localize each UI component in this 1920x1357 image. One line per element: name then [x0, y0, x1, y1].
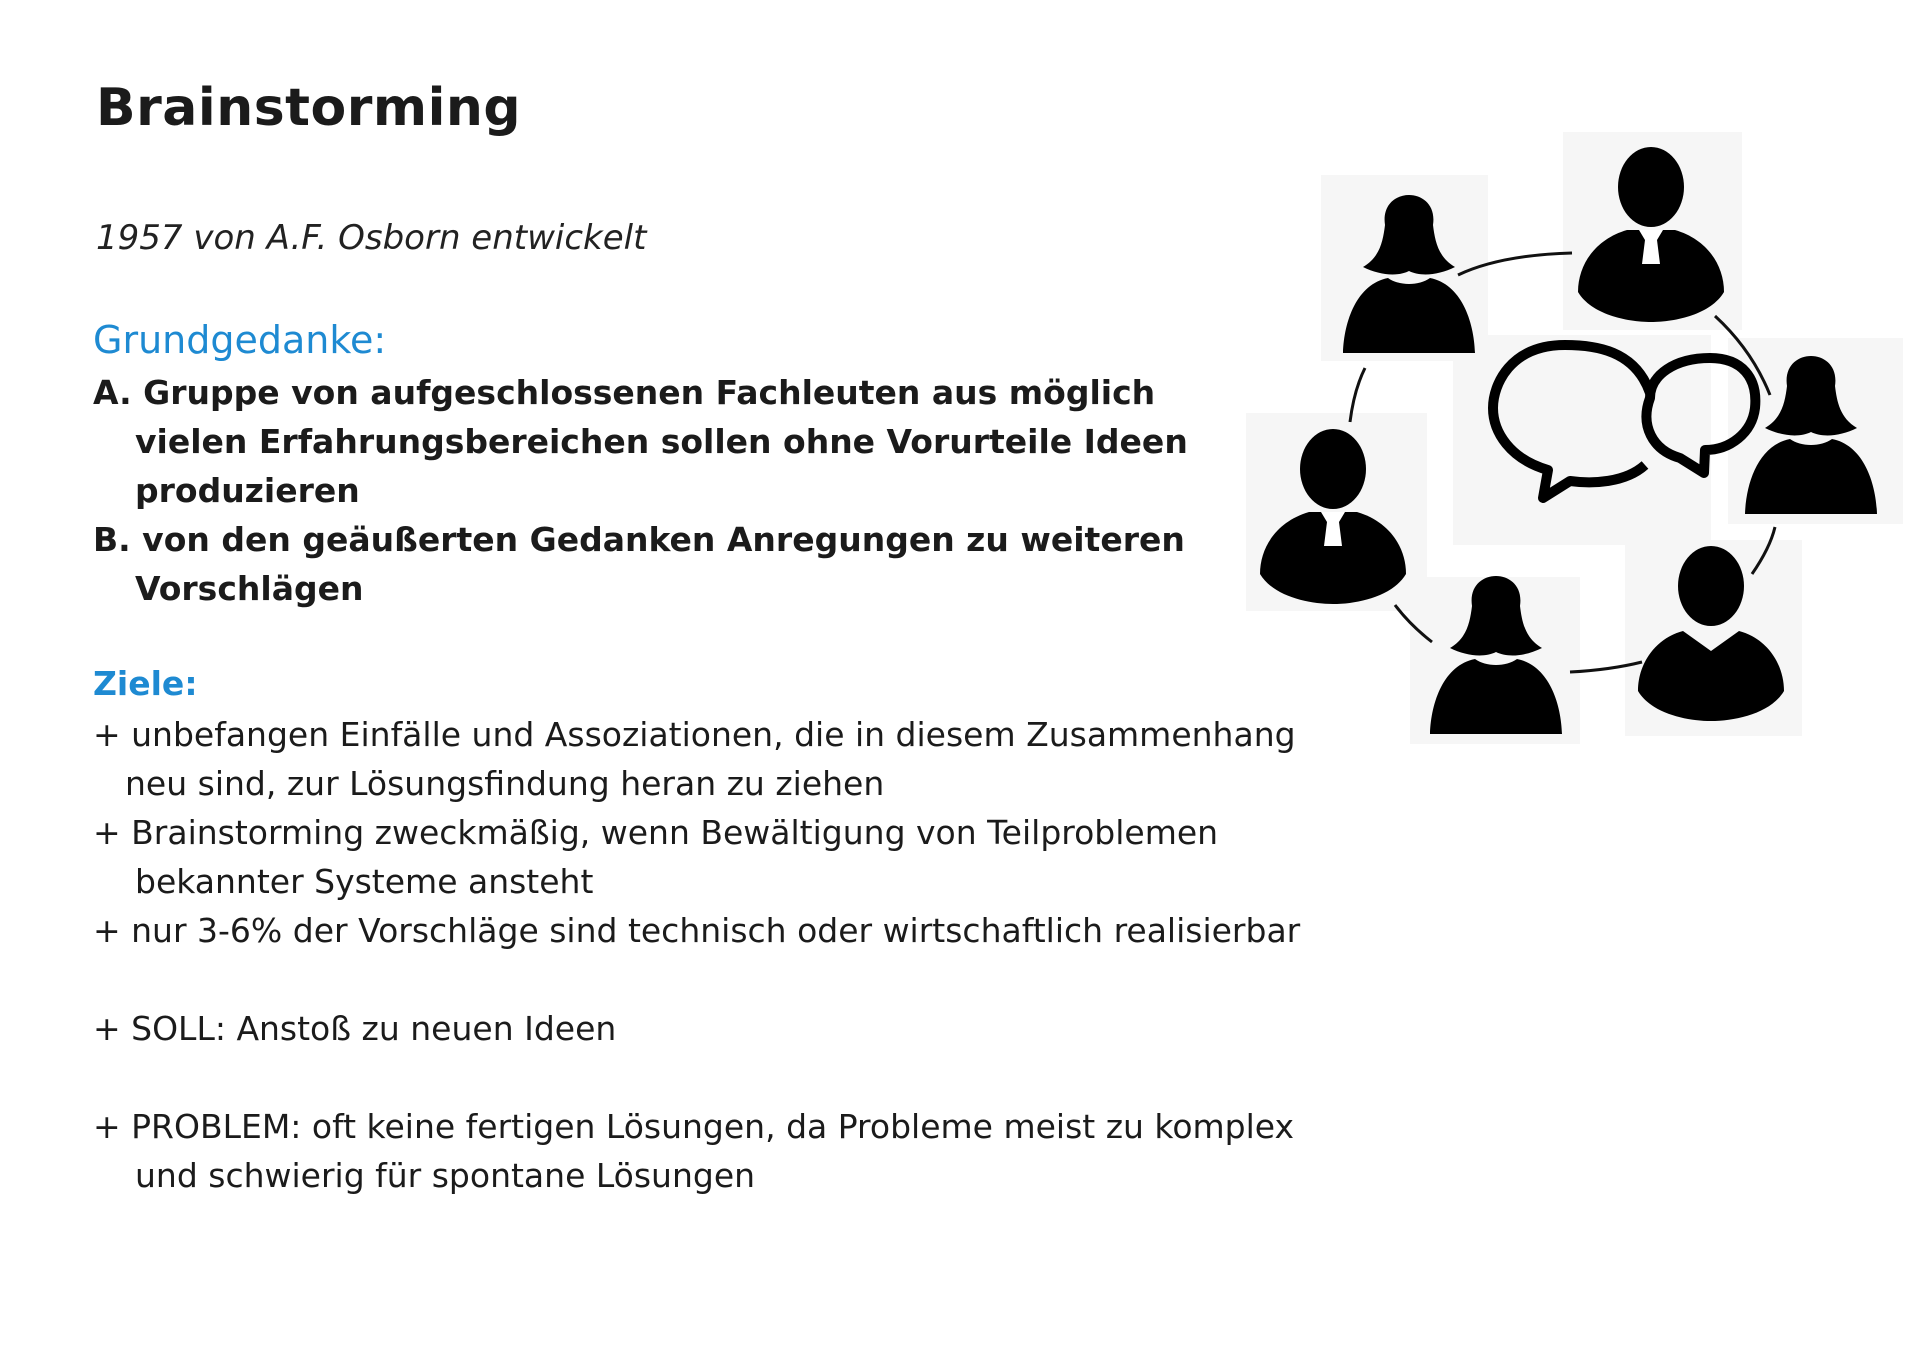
- ziel-item-realisierbar: + nur 3-6% der Vorschläge sind technisch oder wirtschaftlich realisierbar: [93, 911, 1301, 950]
- page-title: Brainstorming: [96, 78, 522, 138]
- ziele-list: [93, 710, 1303, 1200]
- grundgedanke-list: [93, 368, 1253, 613]
- grundgedanke-item-a: A. Gruppe von aufgeschlossenen Fachleuten aus möglich vielen Erfahrungsbereichen sollen ohne Vorurteile Ideen produzieren: [93, 373, 1188, 510]
- ziel-item-assoziationen: + unbefangen Einfälle und Assoziationen, die in diesem Zusammenhang neu sind, zur Lösungsfindung heran zu ziehen: [93, 715, 1296, 803]
- ziel-item-teilprobleme: + Brainstorming zweckmäßig, wenn Bewältigung von Teilproblemen bekannter Systeme ansteht: [93, 813, 1219, 901]
- group-discussion-icon: [1245, 125, 1905, 755]
- subtitle: 1957 von A.F. Osborn entwickelt: [96, 218, 647, 258]
- ziel-item-soll: + SOLL: Anstoß zu neuen Ideen: [93, 1009, 617, 1048]
- grundgedanke-item-b: B. von den geäußerten Gedanken Anregungen zu weiteren Vorschlägen: [93, 520, 1185, 608]
- grundgedanke-heading: Grundgedanke:: [93, 318, 387, 362]
- ziele-heading: Ziele:: [93, 664, 198, 703]
- ziel-item-problem: + PROBLEM: oft keine fertigen Lösungen, da Probleme meist zu komplex und schwierig für spontane Lösungen: [93, 1107, 1295, 1195]
